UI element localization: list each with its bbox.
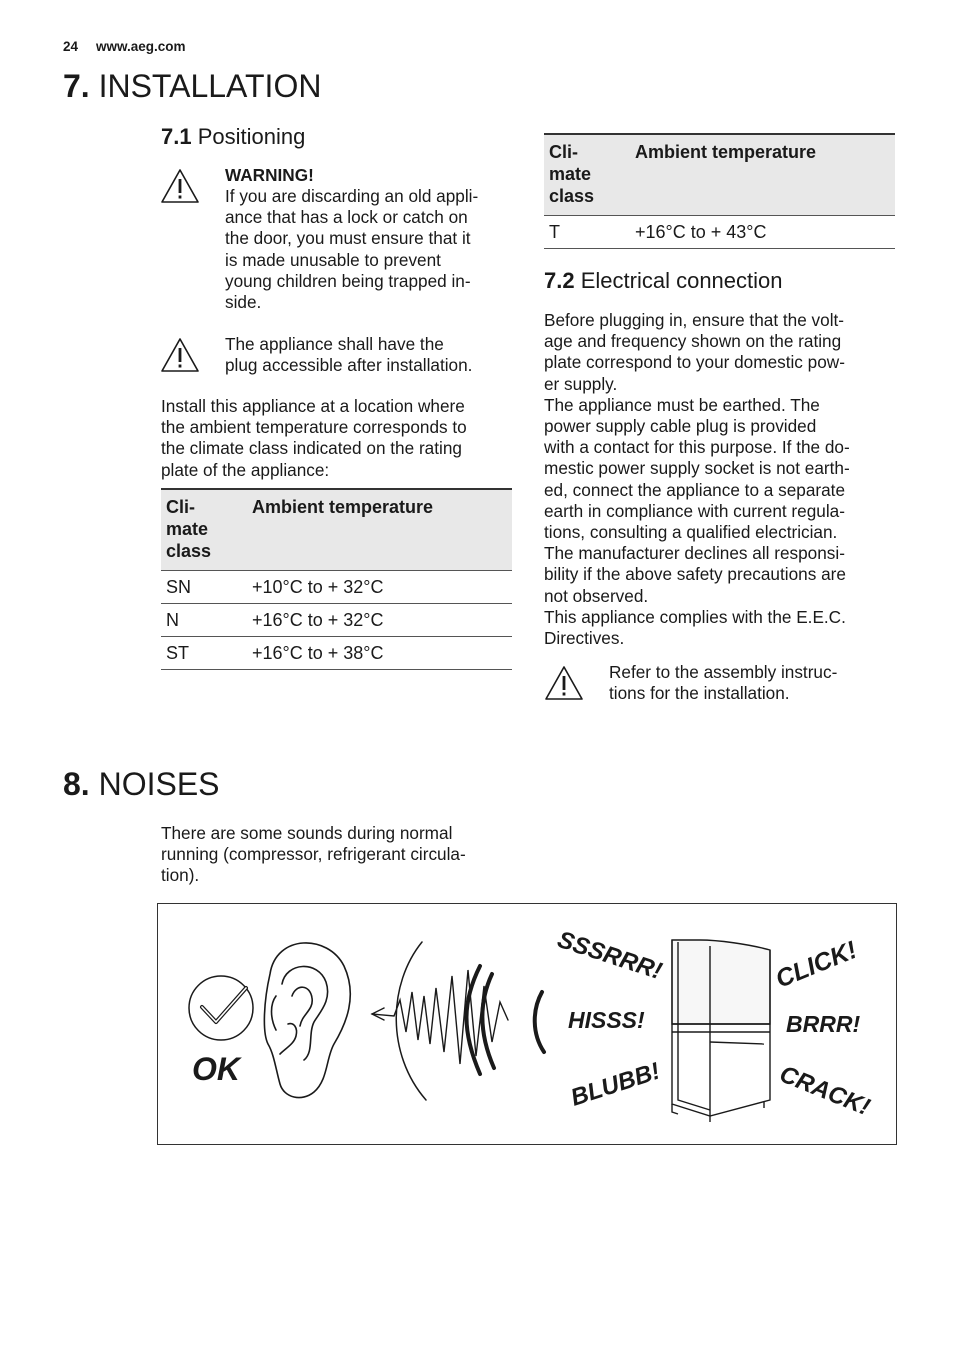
warning-line: side. [225,292,262,313]
subsection-7-2-number: 7.2 [544,268,575,293]
warning-block [225,165,478,313]
table-header-row [161,489,512,571]
section-7-number: 7. [63,68,90,104]
table-header-row [544,134,895,216]
electrical-connection-text [544,310,850,649]
intro-line: Install this appliance at a location where [161,396,465,416]
intro-line: plate of the appliance: [161,459,330,480]
section-8-heading [63,766,220,803]
header-climate-class: Cli- mate class [544,134,630,216]
climate-class-table-continued [544,133,895,249]
section-7-heading [63,68,321,105]
sound-hisss: HISSS! [568,1007,645,1033]
caution-triangle-icon [160,337,200,373]
warning-title: WARNING! [225,165,314,185]
warning-triangle-icon [160,168,200,204]
note-line: plug accessible after installation. [225,355,473,376]
warning-line: young children being trapped in- [225,270,471,291]
noises-text [161,823,466,887]
temperature-cell: +10°C to + 32°C [247,571,512,604]
text-line: earth in compliance with current regula- [544,500,845,521]
refrigerator-icon [672,940,770,1122]
climate-class-cell: N [161,604,247,637]
temperature-cell: +16°C to + 38°C [247,637,512,670]
section-7-title: INSTALLATION [98,68,322,104]
noises-illustration [157,903,897,1145]
page-number: 24 [63,39,79,54]
text-line: not observed. [544,585,649,606]
text-line: There are some sounds during normal [161,823,453,843]
climate-class-cell: ST [161,637,247,670]
text-line: ed, connect the appliance to a separate [544,479,845,500]
assembly-note [609,662,837,704]
table-row [161,637,512,670]
climate-class-cell: T [544,216,630,249]
intro-line: the ambient temperature corresponds to [161,417,467,438]
table-row [161,571,512,604]
subsection-7-1-title: Positioning [197,124,306,149]
text-line: er supply. [544,373,618,394]
text-line: tion). [161,865,200,886]
text-line: age and frequency shown on the rating [544,331,842,352]
climate-class-cell: SN [161,571,247,604]
noises-figure-svg [158,904,896,1144]
sound-click: CLICK! [771,935,861,994]
text-line: The manufacturer declines all responsi- [544,543,845,564]
text-line: The appliance must be earthed. The [544,394,820,415]
sound-crack: CRACK! [775,1060,874,1122]
header-ambient-temperature: Ambient temperature [630,134,895,216]
text-line: running (compressor, refrigerant circula- [161,844,466,865]
site-url: www.aeg.com [96,39,186,54]
text-line: Directives. [544,628,625,649]
warning-line: is made unusable to prevent [225,249,441,270]
note-line: The appliance shall have the [225,334,444,354]
note-line: Refer to the assembly instruc- [609,662,838,682]
subsection-7-1-number: 7.1 [161,124,192,149]
warning-line: the door, you must ensure that it [225,228,471,249]
ear-icon [264,943,350,1098]
intro-line: the climate class indicated on the rating [161,438,462,459]
subsection-7-1-heading [161,124,305,150]
caution-triangle-icon [544,665,584,701]
note-line: tions for the installation. [609,683,790,704]
text-line: tions, consulting a qualified electrician. [544,522,838,543]
text-line: Before plugging in, ensure that the volt- [544,310,845,330]
plug-note [225,334,472,376]
text-line: power supply cable plug is provided [544,416,817,437]
text-line: This appliance complies with the E.E.C. [544,606,846,627]
warning-line: If you are discarding an old appli- [225,186,479,206]
text-line: plate correspond to your domestic pow- [544,352,845,373]
ok-label: OK [192,1051,240,1087]
table-row [544,216,895,249]
subsection-7-2-title: Electrical connection [580,268,783,293]
section-8-number: 8. [63,766,90,802]
climate-class-table [161,488,512,670]
check-circle-icon [189,976,253,1040]
sound-brrr: BRRR! [786,1011,861,1037]
table-row [161,604,512,637]
sound-blubb: BLUBB! [567,1057,664,1112]
sound-wave-icon [372,942,544,1100]
climate-intro [161,396,467,481]
header-ambient-temperature: Ambient temperature [247,489,512,571]
subsection-7-2-heading [544,268,783,294]
warning-line: ance that has a lock or catch on [225,207,468,228]
text-line: with a contact for this purpose. If the do- [544,437,850,458]
section-8-title: NOISES [98,766,220,802]
sound-sssrrr: SSSRRR! [554,926,666,986]
temperature-cell: +16°C to + 43°C [630,216,895,249]
text-line: mestic power supply socket is not earth- [544,458,850,479]
text-line: bility if the above safety precautions are [544,564,846,585]
header-climate-class: Cli- mate class [161,489,247,571]
temperature-cell: +16°C to + 32°C [247,604,512,637]
